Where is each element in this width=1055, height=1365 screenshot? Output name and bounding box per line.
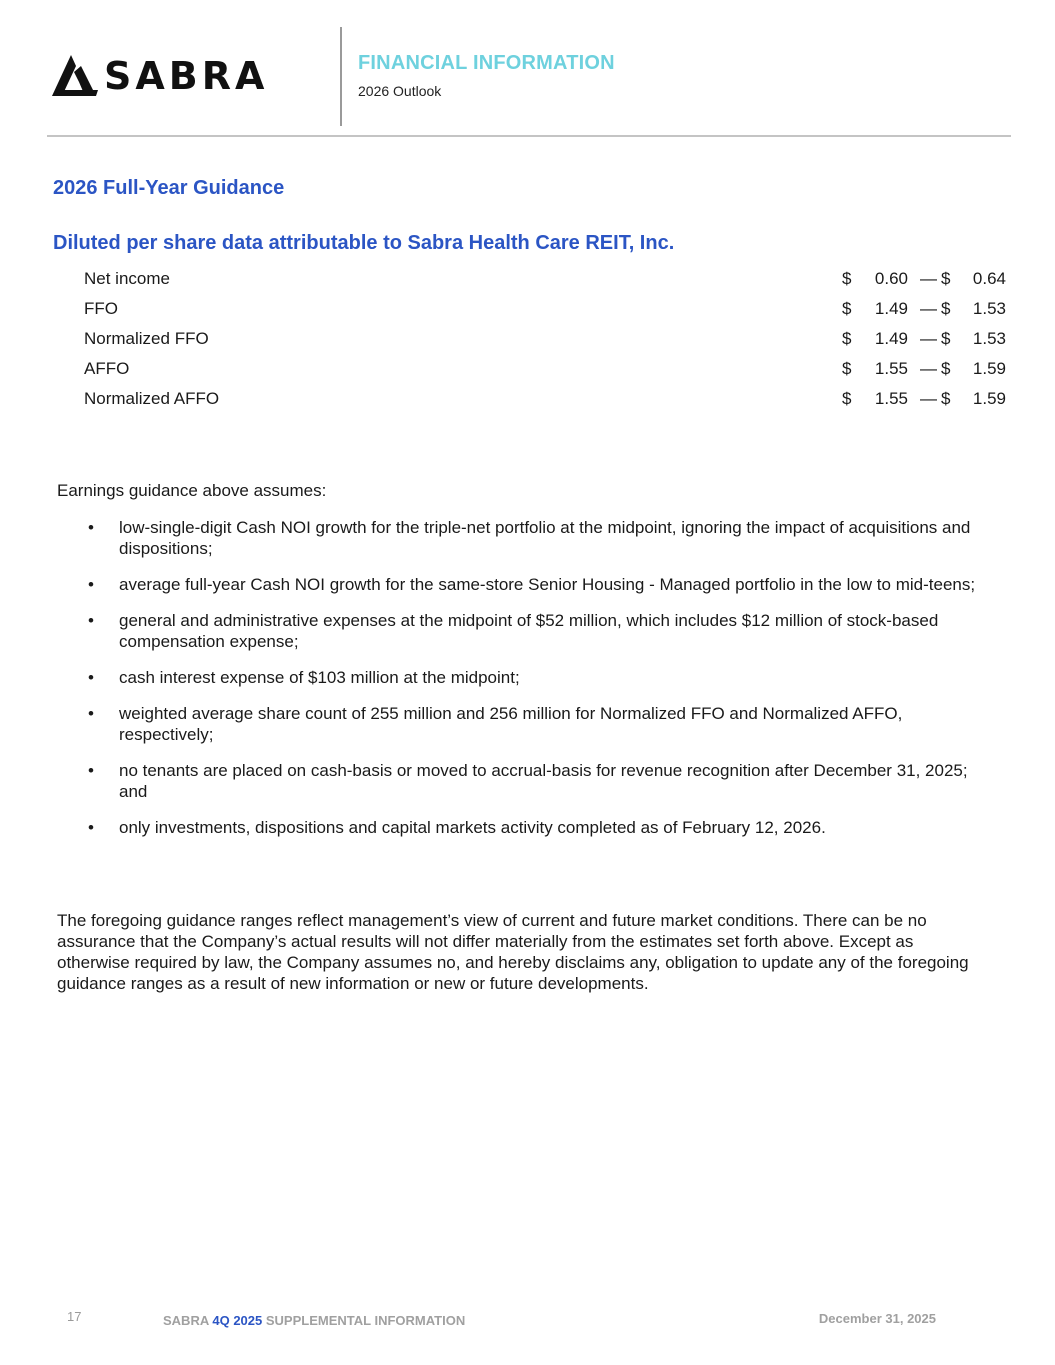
sabra-logo [52,52,297,100]
guidance-low-value: 1.55 [874,359,908,378]
guidance-subtitle: Diluted per share data attributable to Sabra Health Care REIT, Inc. [53,232,675,254]
list-item [84,517,984,559]
header-horizontal-divider [47,135,1011,137]
guidance-row-label: Normalized FFO [84,329,209,348]
guidance-row-label: Net income [84,269,170,288]
list-item [84,610,984,652]
currency-symbol: $ [842,359,852,378]
page-header [0,0,1055,137]
guidance-row-normalized-ffo [84,325,1006,355]
section-subtitle: 2026 Outlook [358,83,442,99]
bullet-icon: • [88,761,94,780]
list-item [84,760,984,802]
section-title: FINANCIAL INFORMATION [358,52,615,74]
currency-symbol: $ [842,329,852,348]
bullet-icon: • [88,818,94,837]
range-dash: — [920,299,937,318]
guidance-low-value: 0.60 [874,269,908,288]
bullet-icon: • [88,704,94,723]
list-item [84,817,984,838]
currency-symbol: $ [842,299,852,318]
guidance-low-value: 1.55 [874,389,908,408]
guidance-table [84,265,1006,415]
guidance-low-value: 1.49 [874,329,908,348]
page-number: 17 [67,1309,82,1324]
bullet-icon: • [88,575,94,594]
sabra-logo-mark-icon [52,52,102,98]
range-dash: — [920,329,937,348]
guidance-row-affo [84,355,1006,385]
disclaimer-paragraph: The foregoing guidance ranges reflect management’s view of current and future market conditions. There can be no assurance that the Company’s actual results will not differ materially from the estimates set forth above. Except as otherwise required by law, the Company assumes no, and hereby disclaims any, obligation to update any of the foregoing guidance ranges as a result of new information or new or future developments. [57,911,969,993]
list-item-text: only investments, dispositions and capital markets activity completed as of February 12, 2026. [119,818,826,837]
range-dash: — [920,389,937,408]
bullet-icon: • [88,668,94,687]
guidance-high-value: 1.59 [972,359,1006,378]
list-item [84,667,984,688]
list-item-text: low-single-digit Cash NOI growth for the triple-net portfolio at the midpoint, ignoring the impact of acquisitions and dispositions; [119,518,971,558]
guidance-row-label: Normalized AFFO [84,389,220,408]
assumptions-intro: Earnings guidance above assumes: [57,481,327,500]
guidance-row-ffo [84,295,1006,325]
assumptions-list [84,517,984,853]
guidance-row-normalized-affo [84,385,1006,415]
bullet-icon: • [88,611,94,630]
footer-date: December 31, 2025 [818,1311,936,1326]
currency-symbol: $ [941,269,951,288]
footer-period: 4Q 2025 [212,1313,263,1328]
sabra-logo-text: SABRA [104,54,269,98]
footer-label: SUPPLEMENTAL INFORMATION [265,1313,466,1328]
guidance-high-value: 1.53 [972,329,1006,348]
list-item [84,574,984,595]
footer-brand: SABRA [163,1313,209,1328]
bullet-icon: • [88,518,94,537]
currency-symbol: $ [842,389,852,408]
currency-symbol: $ [941,389,951,408]
list-item-text: average full-year Cash NOI growth for the same-store Senior Housing - Managed portfolio in the low to mid-teens; [119,575,976,594]
guidance-title: 2026 Full-Year Guidance [53,177,285,199]
guidance-high-value: 1.53 [972,299,1006,318]
list-item [84,703,984,745]
list-item-text: no tenants are placed on cash-basis or moved to accrual-basis for revenue recognition after December 31, 2025; and [119,761,968,801]
guidance-row-net-income [84,265,1006,295]
page-footer [0,1305,1055,1335]
currency-symbol: $ [842,269,852,288]
guidance-high-value: 0.64 [972,269,1006,288]
list-item-text: general and administrative expenses at the midpoint of $52 million, which includes $12 million of stock-based compensation expense; [119,611,939,651]
guidance-low-value: 1.49 [874,299,908,318]
currency-symbol: $ [941,299,951,318]
currency-symbol: $ [941,329,951,348]
footer-title [163,1313,465,1328]
list-item-text: weighted average share count of 255 million and 256 million for Normalized FFO and Normalized AFFO, respectively; [119,704,903,744]
guidance-high-value: 1.59 [972,389,1006,408]
guidance-row-label: AFFO [84,359,130,378]
header-vertical-divider [340,27,342,126]
range-dash: — [920,269,937,288]
range-dash: — [920,359,937,378]
currency-symbol: $ [941,359,951,378]
list-item-text: cash interest expense of $103 million at the midpoint; [119,668,520,687]
guidance-row-label: FFO [84,299,118,318]
